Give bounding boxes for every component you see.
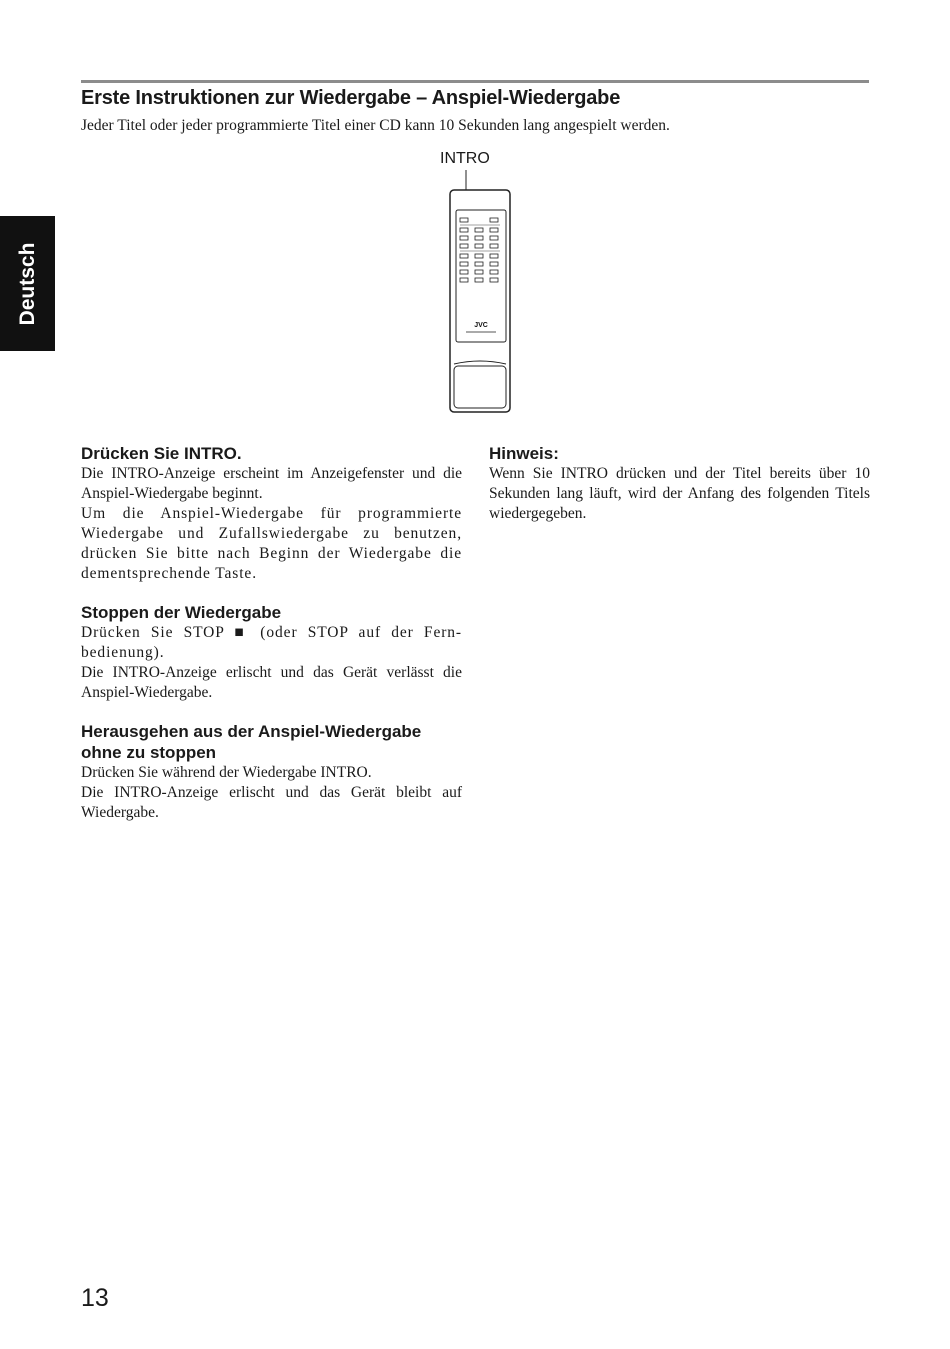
remote-control-illustration	[380, 168, 560, 418]
section-press-intro	[81, 443, 462, 584]
language-tab	[0, 216, 55, 351]
intro-callout-label: INTRO	[440, 150, 490, 167]
intro-paragraph: Jeder Titel oder jeder programmierte Titel einer CD kann 10 Sekunden lang angespielt werden.	[81, 117, 670, 134]
paragraph: Die INTRO-Anzeige erscheint im Anzeigefenster und die Anspiel-Wiedergabe beginnt.	[81, 465, 462, 502]
paragraph: Die INTRO-Anzeige erlischt und das Gerät verlässt die Anspiel-Wiedergabe.	[81, 664, 462, 701]
paragraph: Um die Anspiel-Wiedergabe für programmierte Wiedergabe und Zufallswiedergabe zu benutzen, drücken Sie bitte nach Beginn der Wiedergabe die dementsprechende Taste.	[81, 505, 462, 582]
header-rule	[81, 80, 869, 83]
section-exit	[81, 721, 462, 823]
language-tab-label: Deutsch	[15, 242, 39, 325]
section-note	[489, 443, 870, 524]
section-heading: Herausgehen aus der Anspiel-Wiedergabe ohne zu stoppen	[81, 722, 422, 762]
page-number: 13	[81, 1284, 109, 1312]
left-column	[81, 443, 462, 841]
note-heading: Hinweis:	[489, 444, 559, 463]
paragraph: Drücken Sie während der Wiedergabe INTRO.	[81, 764, 372, 781]
paragraph: Wenn Sie INTRO drücken und der Titel bereits über 10 Sekunden lang läuft, wird der Anfang des folgenden Titels wiedergegeben.	[489, 465, 870, 522]
section-heading: Stoppen der Wiedergabe	[81, 603, 282, 622]
brand-logo: JVC	[474, 322, 488, 329]
paragraph: Die INTRO-Anzeige erlischt und das Gerät bleibt auf Wiedergabe.	[81, 784, 462, 821]
section-stop	[81, 602, 462, 703]
section-heading: Drücken Sie INTRO.	[81, 444, 242, 463]
right-column	[489, 443, 870, 542]
paragraph: Drücken Sie STOP ■ (oder STOP auf der Fern-bedienung).	[81, 624, 462, 661]
page-title: Erste Instruktionen zur Wiedergabe – Anspiel-Wiedergabe	[81, 87, 621, 109]
